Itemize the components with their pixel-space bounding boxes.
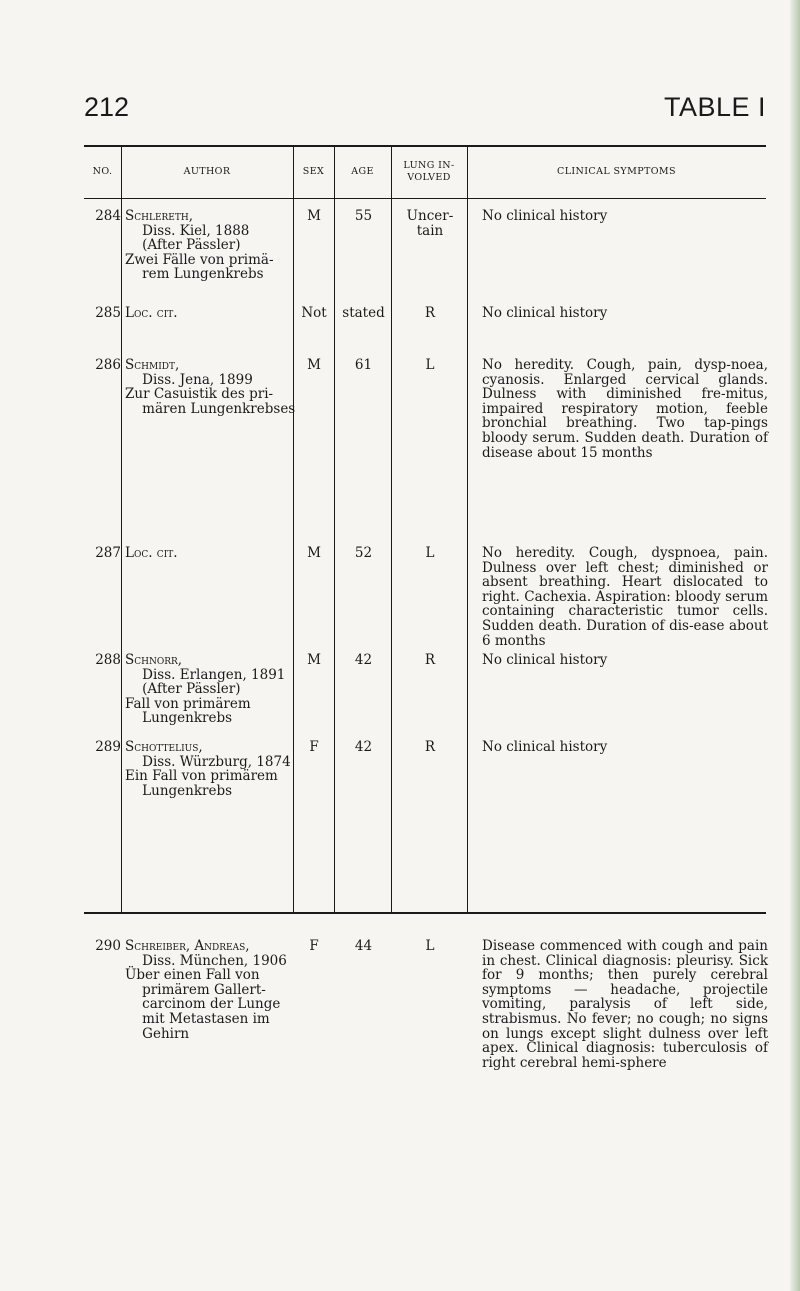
case-number: 286	[95, 357, 121, 373]
sex-cell: M	[307, 357, 321, 373]
table-title: TABLE I	[663, 92, 766, 122]
age-cell: 55	[354, 208, 373, 224]
sex-cell: M	[307, 545, 321, 561]
column-divider	[334, 147, 335, 913]
author-name: Schlereth,	[125, 208, 194, 224]
clinical-cell: No heredity. Cough, pain, dysp-noea, cyanosis. Enlarged cervical glands. Dulness with diminished fre-mitus, impaired respiratory motion, feeble bronchial breathing. Two tap-pings bloody serum. Sudden death. Duration of disease about 15 months	[482, 357, 768, 461]
author-cell	[125, 653, 285, 726]
author-cell	[125, 358, 295, 416]
author-cell	[125, 209, 274, 282]
column-header-author: AUTHOR	[183, 166, 231, 177]
case-number: 285	[95, 305, 121, 321]
page-number: 212	[84, 92, 130, 122]
page-edge	[790, 0, 800, 1291]
age-cell: 61	[354, 357, 373, 373]
column-header-age: AGE	[351, 166, 374, 177]
clinical-cell: No clinical history	[482, 739, 608, 755]
header-rule	[84, 198, 766, 199]
lung-cell: R	[424, 739, 436, 755]
author-name: Schreiber, Andreas,	[125, 938, 250, 954]
author-name: Loc. cit.	[125, 545, 178, 561]
age-cell: 52	[354, 545, 373, 561]
author-cell	[125, 740, 291, 798]
column-divider	[467, 147, 468, 913]
column-divider	[121, 147, 122, 913]
author-name: Schmidt,	[125, 357, 180, 373]
lung-cell: L	[425, 545, 435, 561]
author-name: Loc. cit.	[125, 305, 178, 321]
author-name: Schnorr,	[125, 652, 183, 668]
lung-cell: R	[424, 652, 436, 668]
age-cell: 42	[354, 652, 373, 668]
author-details: Diss. München, 1906 Über einen Fall von primärem Gallert- carcinom der Lunge mit Metastasen im Gehirn	[125, 952, 287, 1042]
case-number: 290	[95, 938, 121, 954]
sex-cell: F	[309, 739, 319, 755]
sex-cell: M	[307, 208, 321, 224]
sex-cell: Not	[301, 305, 327, 321]
lung-cell: L	[425, 938, 435, 954]
author-details: Diss. Würzburg, 1874 Ein Fall von primärem Lungenkrebs	[125, 753, 291, 799]
age-cell: 42	[354, 739, 373, 755]
lung-cell: Uncer- tain	[406, 208, 454, 239]
clinical-cell: No clinical history	[482, 305, 608, 321]
age-cell: stated	[342, 305, 385, 321]
case-number: 288	[95, 652, 121, 668]
author-name: Schottelius,	[125, 739, 203, 755]
clinical-cell: No heredity. Cough, dyspnoea, pain. Dulness over left chest; diminished or absent breathing. Heart dislocated to right. Cachexia. Aspiration: bloody serum containing characteristic tumor cells. Sudden death. Duration of dis-ease about 6 months	[482, 545, 768, 649]
case-number: 287	[95, 545, 121, 561]
clinical-cell: No clinical history	[482, 208, 608, 224]
clinical-cell: Disease commenced with cough and pain in chest. Clinical diagnosis: pleurisy. Sick for 9 months; then purely cerebral symptoms — headache, projectile vomiting, paralysis of left side, strabismus. No fever; no cough; no signs on lungs except slight dulness over left apex. Clinical diagnosis: tuberculosis of right cerebral hemi-sphere	[482, 938, 768, 1071]
case-number: 289	[95, 739, 121, 755]
author-details: Diss. Kiel, 1888 (After Pässler) Zwei Fälle von primä- rem Lungenkrebs	[125, 222, 274, 283]
column-divider	[391, 147, 392, 913]
column-header-clinical: CLINICAL SYMPTOMS	[557, 166, 676, 177]
author-cell	[125, 546, 178, 561]
column-header-no: NO.	[92, 166, 113, 177]
case-number: 284	[95, 208, 121, 224]
lung-cell: L	[425, 357, 435, 373]
author-cell	[125, 939, 287, 1041]
column-divider	[293, 147, 294, 913]
age-cell: 44	[354, 938, 373, 954]
column-header-lung: LUNG IN- VOLVED	[403, 160, 455, 183]
author-details: Diss. Erlangen, 1891 (After Pässler) Fall von primärem Lungenkrebs	[125, 666, 286, 727]
author-cell	[125, 306, 178, 321]
column-header-sex: SEX	[302, 166, 325, 177]
table-top-rule	[84, 145, 766, 147]
author-details: Diss. Jena, 1899 Zur Casuistik des pri- mären Lungenkrebses	[125, 371, 296, 417]
lung-cell: R	[424, 305, 436, 321]
table-bottom-rule	[84, 912, 766, 914]
sex-cell: F	[309, 938, 319, 954]
clinical-cell: No clinical history	[482, 652, 608, 668]
sex-cell: M	[307, 652, 321, 668]
